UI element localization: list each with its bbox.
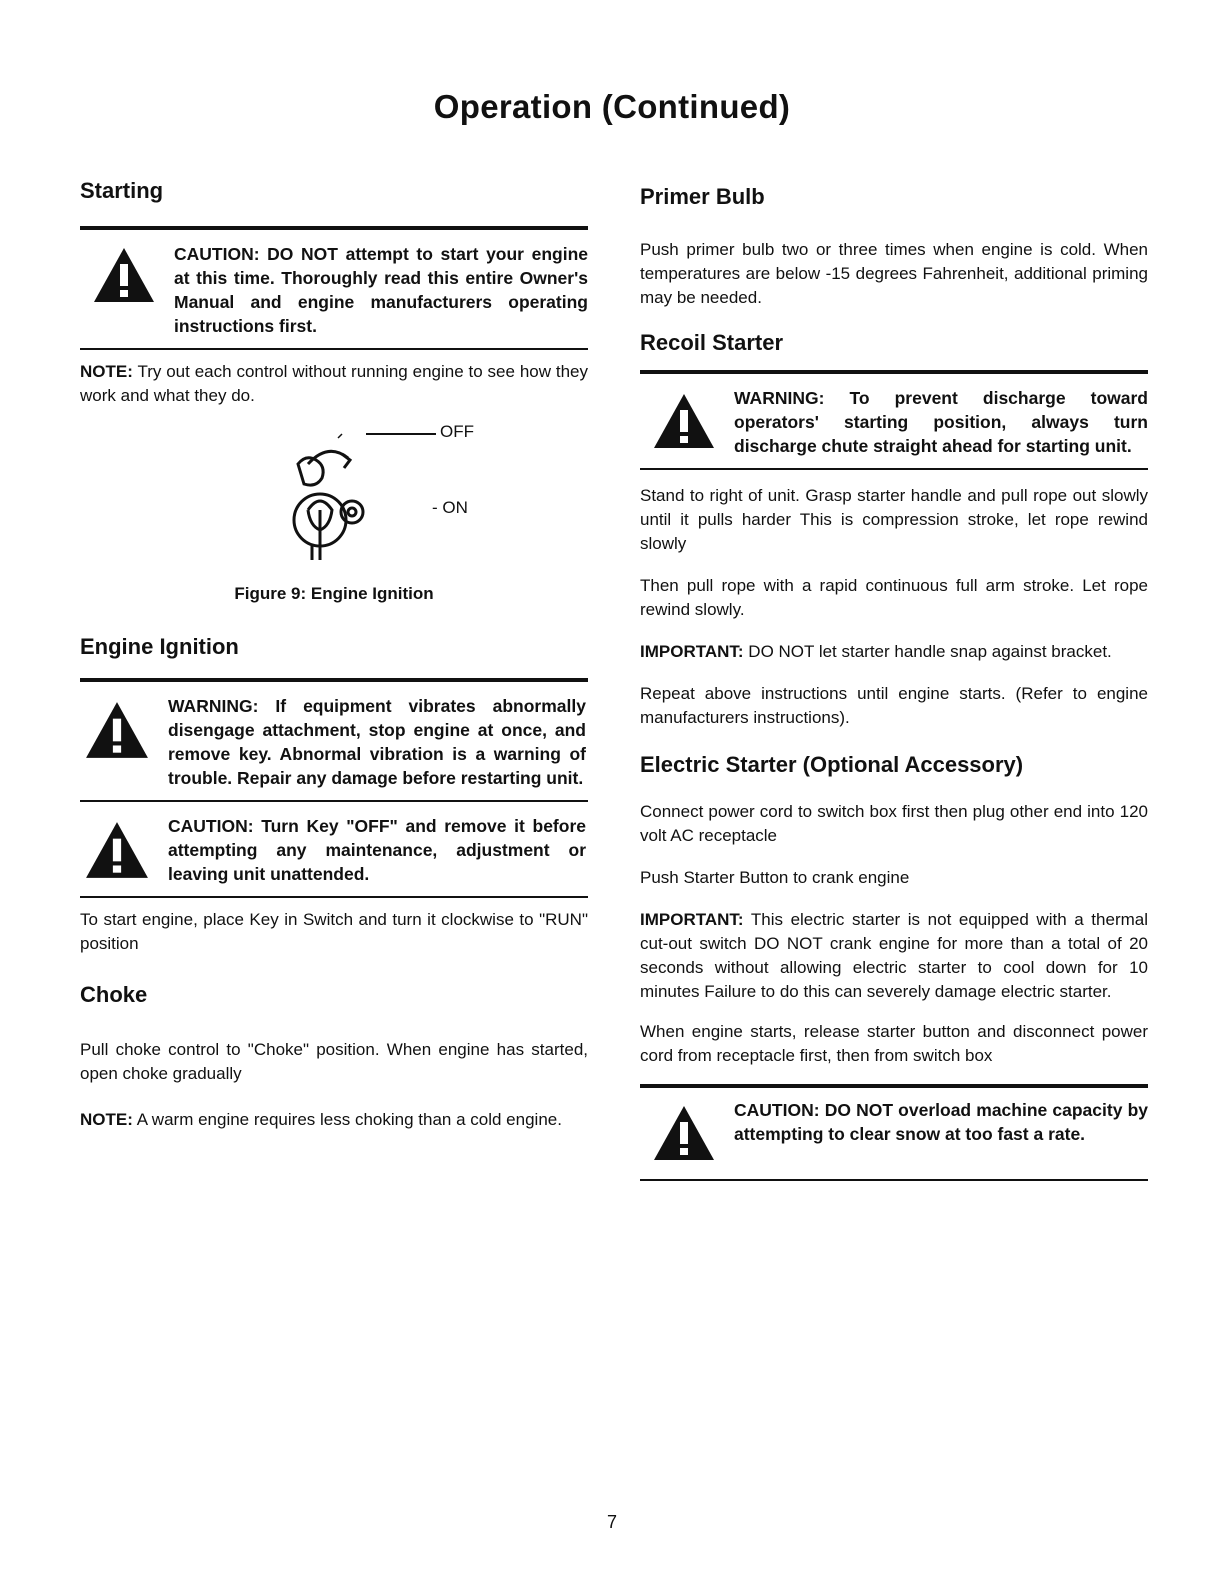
electric-p3: When engine starts, release starter button and disconnect power cord from receptacle first, then from switch box bbox=[640, 1022, 1148, 1065]
divider bbox=[80, 896, 588, 898]
electric-caution-box bbox=[640, 1098, 1148, 1167]
engine-ignition-heading: Engine Ignition bbox=[80, 634, 239, 659]
caution-text: Turn Key "OFF" and remove it before attempting any maintenance, adjustment or leaving unit unattended. bbox=[168, 816, 586, 884]
left-column bbox=[80, 178, 588, 1132]
caution-label: CAUTION: bbox=[734, 1100, 820, 1120]
caution-label: CAUTION: bbox=[168, 816, 254, 836]
ignition-caution-box bbox=[80, 814, 588, 886]
recoil-p2: Then pull rope with a rapid continuous full arm stroke. Let rope rewind slowly. bbox=[640, 576, 1148, 619]
starting-note bbox=[80, 360, 588, 408]
starting-heading: Starting bbox=[80, 178, 164, 203]
warning-text: If equipment vibrates abnormally disengage attachment, stop engine at once, and remove key. Abnormal vibration is a warning of trouble. Repair any damage before restarting unit. bbox=[168, 696, 586, 788]
recoil-heading: Recoil Starter bbox=[640, 330, 784, 355]
warning-triangle-icon bbox=[84, 700, 150, 765]
note-label: NOTE: bbox=[80, 362, 133, 381]
caution-label: CAUTION: bbox=[174, 244, 260, 264]
page-title: Operation (Continued) bbox=[433, 88, 791, 125]
warning-text: To prevent discharge toward operators' starting position, always turn discharge chute straight ahead for starting unit. bbox=[734, 388, 1148, 456]
divider bbox=[80, 348, 588, 350]
recoil-p1: Stand to right of unit. Grasp starter handle and pull rope out slowly until it pulls harder This is compression stroke, let rope rewind slowly bbox=[640, 486, 1148, 553]
divider bbox=[640, 468, 1148, 470]
electric-p1: Connect power cord to switch box first then plug other end into 120 volt AC receptacle bbox=[640, 802, 1148, 845]
primer-heading: Primer Bulb bbox=[640, 184, 765, 209]
recoil-warning-box bbox=[640, 386, 1148, 458]
divider bbox=[640, 370, 1148, 374]
important-text: This electric starter is not equipped with a thermal cut-out switch DO NOT crank engine for more than a total of 20 seconds without allowing electric starter to cool down for 10 minutes Failure to do this can severely damage electric starter. bbox=[640, 910, 1148, 1001]
choke-heading: Choke bbox=[80, 982, 148, 1007]
divider bbox=[640, 1179, 1148, 1181]
divider bbox=[80, 226, 588, 230]
important-label: IMPORTANT: bbox=[640, 910, 744, 929]
warning-triangle-icon bbox=[652, 1104, 716, 1167]
right-column bbox=[640, 184, 1148, 1181]
divider bbox=[80, 800, 588, 802]
warning-triangle-icon bbox=[84, 820, 150, 885]
on-label: - ON bbox=[432, 498, 468, 517]
page-number: 7 bbox=[606, 1512, 617, 1532]
caution-text: DO NOT overload machine capacity by attempting to clear snow at too fast a rate. bbox=[734, 1100, 1149, 1144]
choke-note bbox=[80, 1108, 588, 1132]
electric-important bbox=[640, 908, 1148, 1004]
primer-body: Push primer bulb two or three times when engine is cold. When temperatures are below -15 degrees Fahrenheit, additional priming may be needed. bbox=[640, 240, 1148, 307]
recoil-p3: Repeat above instructions until engine starts. (Refer to engine manufacturers instructions). bbox=[640, 684, 1148, 727]
choke-body: Pull choke control to "Choke" position. When engine has started, open choke gradually bbox=[80, 1040, 588, 1083]
warning-label: WARNING: bbox=[734, 388, 825, 408]
divider bbox=[80, 678, 588, 682]
caution-text: DO NOT attempt to start your engine at this time. Thoroughly read this entire Owner's Manual and engine manufacturers operating instructions first. bbox=[174, 244, 588, 336]
electric-heading: Electric Starter (Optional Accessory) bbox=[640, 752, 1024, 777]
figure-caption: Figure 9: Engine Ignition bbox=[234, 584, 434, 603]
ignition-body: To start engine, place Key in Switch and turn it clockwise to "RUN" position bbox=[80, 910, 588, 953]
note-text: Try out each control without running engine to see how they work and what they do. bbox=[80, 362, 588, 405]
divider bbox=[640, 1084, 1148, 1088]
important-label: IMPORTANT: bbox=[640, 642, 744, 661]
important-text: DO NOT let starter handle snap against bracket. bbox=[748, 642, 1112, 661]
recoil-important bbox=[640, 640, 1148, 664]
note-label: NOTE: bbox=[80, 1110, 133, 1129]
ignition-figure bbox=[80, 424, 588, 604]
warning-triangle-icon bbox=[92, 246, 156, 309]
warning-triangle-icon bbox=[652, 392, 716, 455]
note-text: A warm engine requires less choking than a cold engine. bbox=[136, 1110, 562, 1129]
starting-caution-box bbox=[80, 242, 588, 338]
electric-p2: Push Starter Button to crank engine bbox=[640, 868, 910, 887]
off-label: OFF bbox=[440, 422, 474, 441]
warning-label: WARNING: bbox=[168, 696, 259, 716]
ignition-warning-box bbox=[80, 694, 588, 790]
